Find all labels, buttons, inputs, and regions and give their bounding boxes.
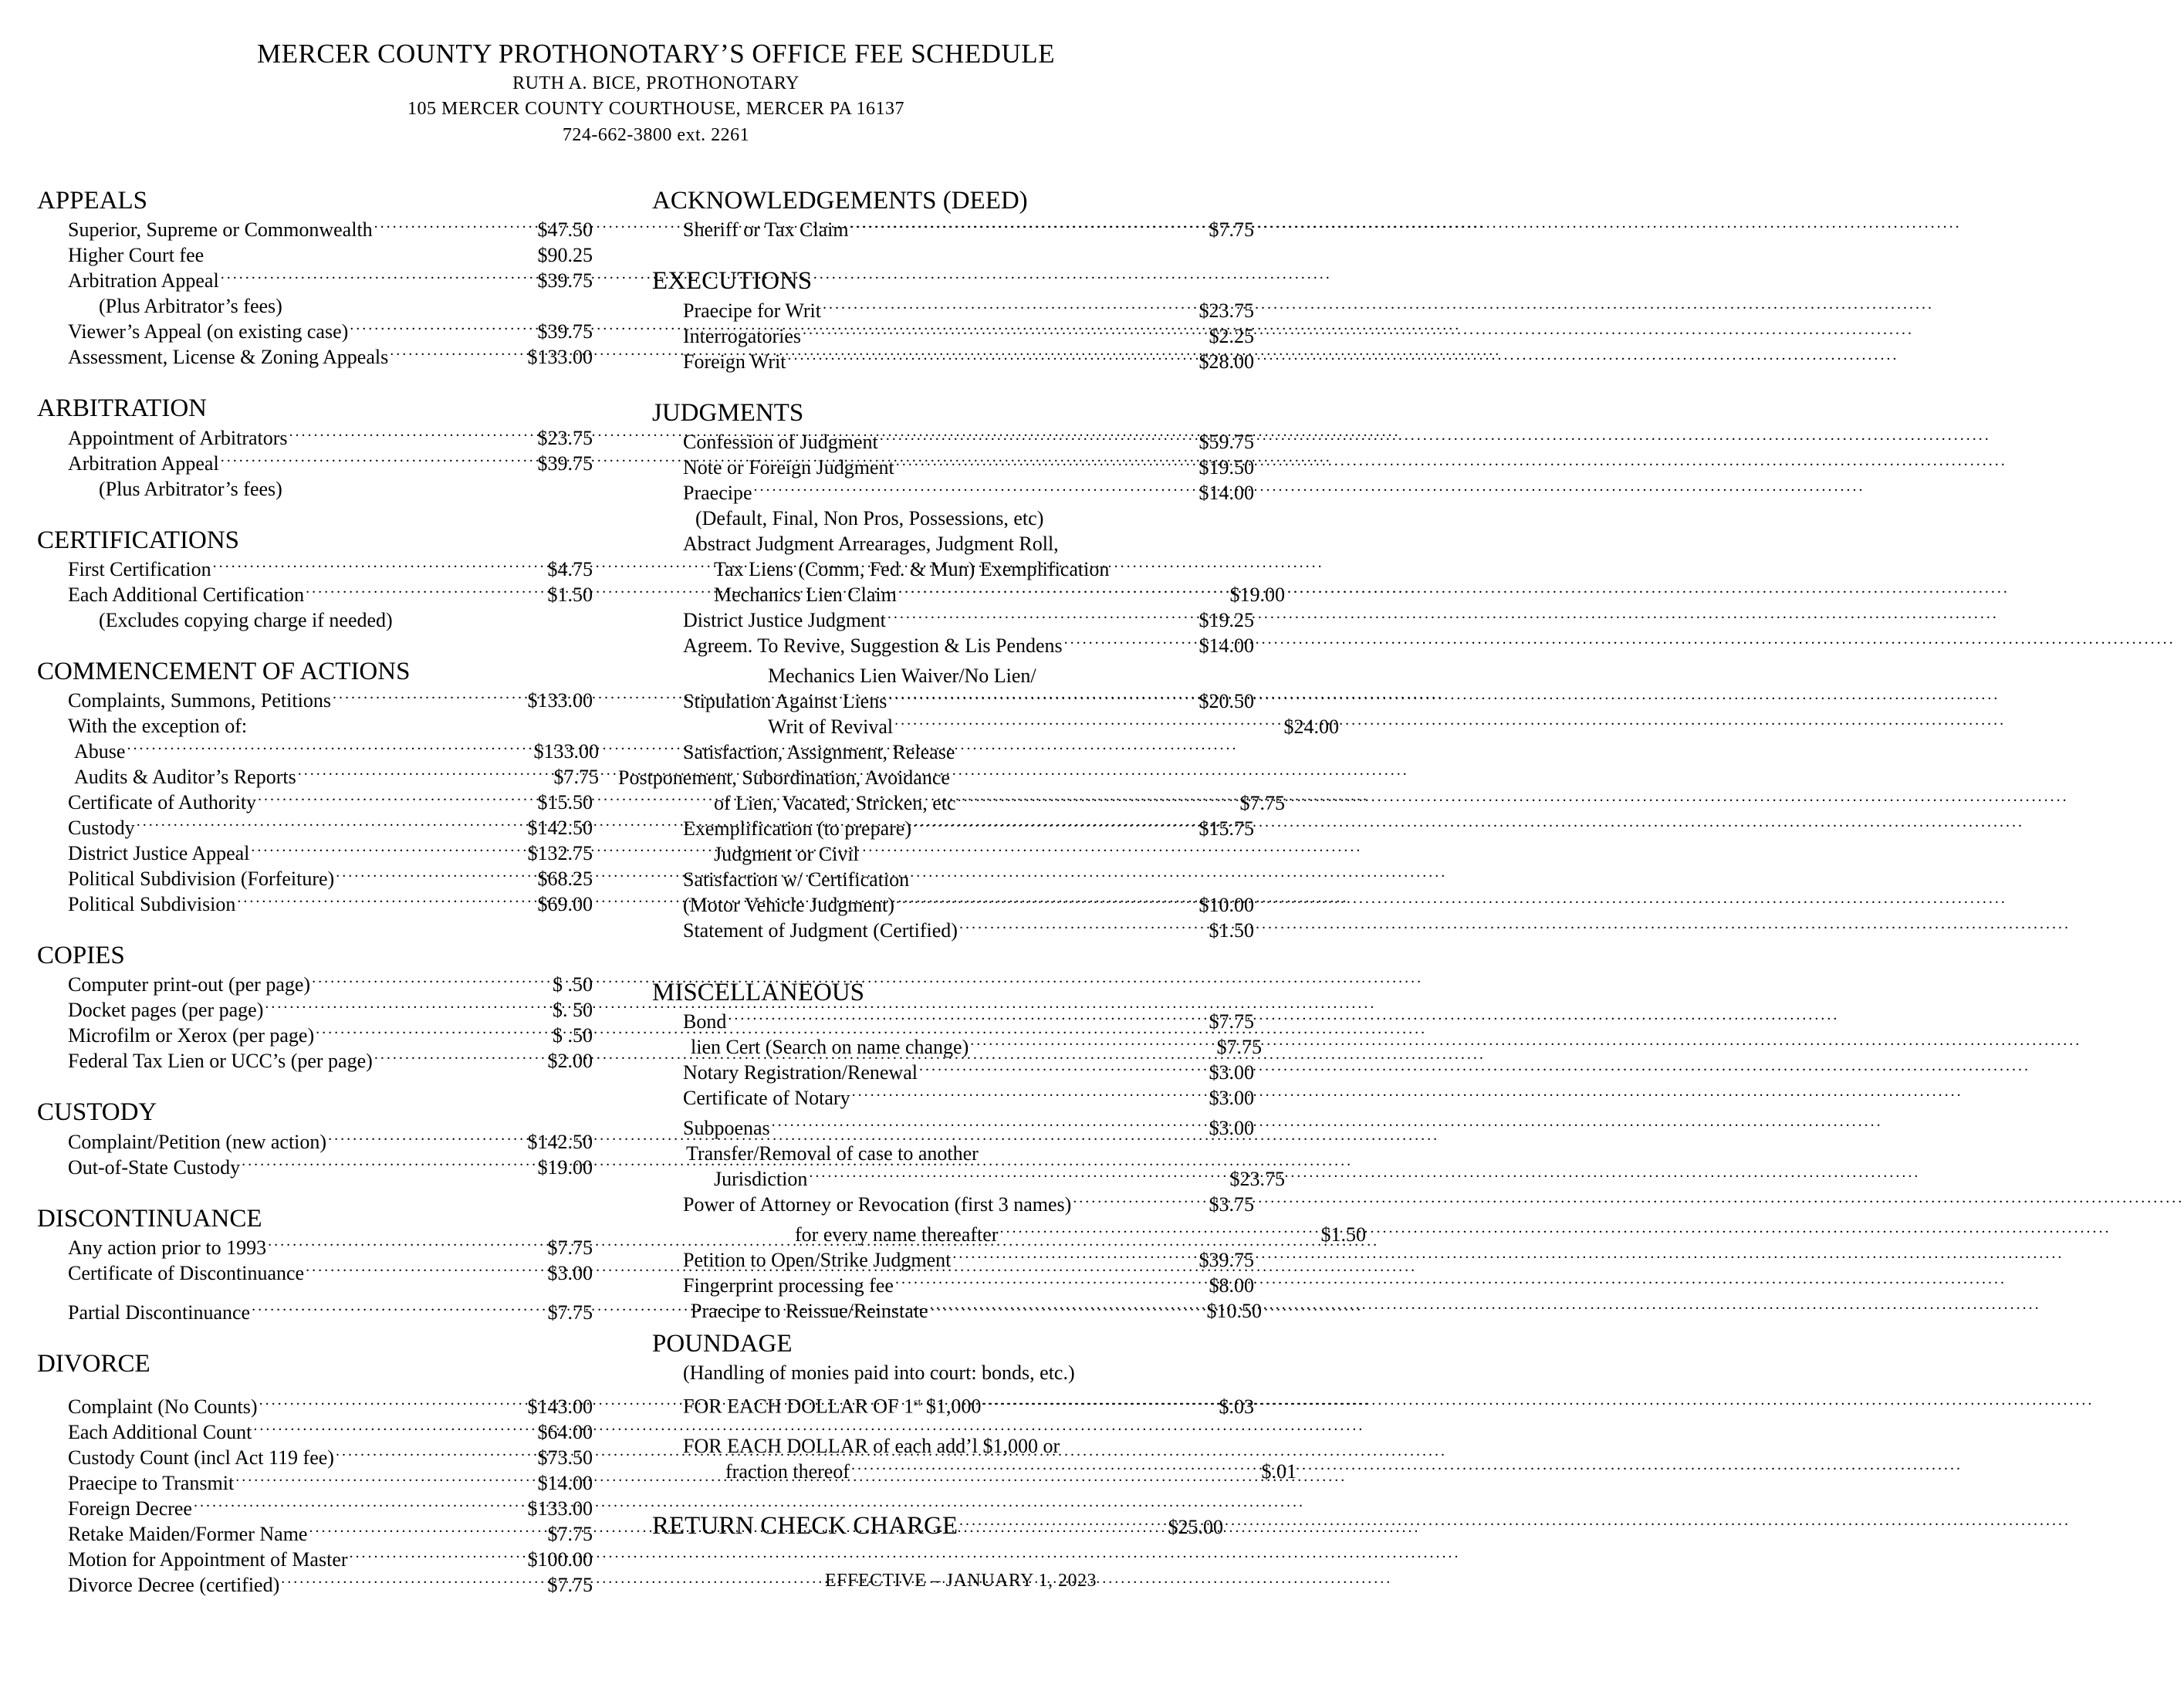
fee-row: Abuse ..... $133.00 xyxy=(37,739,599,764)
section-discontinuance-title: DISCONTINUANCE xyxy=(37,1204,262,1233)
section-poundage-title: POUNDAGE xyxy=(652,1330,793,1358)
fee-row: Praecipe to Reissue/Reinstate ..... $10.50 xyxy=(652,1298,1262,1324)
fee-note: (Plus Arbitrator’s fees) xyxy=(99,295,282,318)
fee-note: (Excludes copying charge if needed) xyxy=(99,608,393,631)
effective-date: EFFECTIVE – JANUARY 1, 2023 xyxy=(825,1570,1097,1591)
fee-note: (Handling of monies paid into court: bonds, etc.) xyxy=(683,1361,1075,1385)
fee-note: FOR EACH DOLLAR of each add’l $1,000 or xyxy=(683,1434,1060,1457)
section-certifications-title: CERTIFICATIONS xyxy=(37,526,240,554)
fee-row: Complaint (No Counts) ..... $143.00 xyxy=(37,1394,593,1419)
return-check-row: RETURN CHECK CHARGE ..... $25.00 xyxy=(652,1514,1223,1540)
fee-note: Abstract Judgment Arrearages, Judgment Roll, xyxy=(683,532,1059,555)
fee-row: Confession of Judgment ..... $59.75 xyxy=(652,429,1254,455)
fee-row: Political Subdivision ..... $69.00 xyxy=(37,891,593,917)
fee-row: Viewer’s Appeal (on existing case) ..... $39.75 xyxy=(37,319,593,344)
fee-row: Petition to Open/Strike Judgment ..... $39.75 xyxy=(652,1247,1254,1273)
section-divorce-title: DIVORCE xyxy=(37,1349,150,1378)
fee-note: Tax Liens (Comm, Fed. & Mun) Exemplification xyxy=(714,557,1110,580)
section-misc-title: MISCELLANEOUS xyxy=(652,978,865,1006)
fee-row: Computer print-out (per page) ..... $ .50 xyxy=(37,972,593,997)
fee-row: Each Additional Count ..... $64.00 xyxy=(37,1419,593,1445)
fee-row: fraction thereof ..... $.01 xyxy=(652,1459,1297,1484)
fee-row: Certificate of Notary ..... $3.00 xyxy=(652,1085,1254,1111)
fee-row: Any action prior to 1993 ..... $7.75 xyxy=(37,1235,593,1260)
fee-note: Mechanics Lien Waiver/No Lien/ xyxy=(768,664,1036,687)
fee-row: District Justice Appeal ..... $132.75 xyxy=(37,841,593,866)
section-arbitration-title: ARBITRATION xyxy=(37,394,207,423)
section-acknowledgements-title: ACKNOWLEDGEMENTS (DEED) xyxy=(652,187,1028,215)
fee-row: Foreign Decree ..... $133.00 xyxy=(37,1496,593,1521)
office-phone: 724-662-3800 ext. 2261 xyxy=(562,124,750,145)
fee-note: Judgment or Civil xyxy=(714,842,859,865)
fee-row: Docket pages (per page) ..... $. 50 xyxy=(37,997,593,1023)
section-custody-title: CUSTODY xyxy=(37,1098,157,1127)
fee-row: Political Subdivision (Forfeiture) ..... $68.25 xyxy=(37,866,593,891)
fee-row: Audits & Auditor’s Reports ..... $7.75 xyxy=(37,764,599,790)
section-commencement-title: COMMENCEMENT OF ACTIONS xyxy=(37,657,411,685)
fee-row: Arbitration Appeal ..... $39.75 xyxy=(37,268,593,293)
page-header xyxy=(0,37,1312,149)
left-column xyxy=(37,185,624,1598)
fee-note: (Default, Final, Non Pros, Possessions, etc) xyxy=(695,506,1044,529)
fee-row: Complaint/Petition (new action) ..... $142.50 xyxy=(37,1129,593,1155)
fee-note: Satisfaction w/ Certification xyxy=(683,868,910,891)
fee-row: Motion for Appointment of Master ..... $100.00 xyxy=(37,1547,593,1572)
fee-row: Microfilm or Xerox (per page) ..... $ .50 xyxy=(37,1023,593,1048)
fee-row: Sheriff or Tax Claim ..... $7.75 xyxy=(652,217,1254,242)
page-title: MERCER COUNTY PROTHONOTARY’S OFFICE FEE SCHEDULE xyxy=(256,39,1055,69)
fee-row: Complaints, Summons, Petitions ..... $133.00 xyxy=(37,688,593,713)
fee-row: Praecipe ..... $14.00 xyxy=(652,480,1254,506)
fee-row: Mechanics Lien Claim ..... $19.00 xyxy=(652,582,1285,607)
fee-row: Jurisdiction ..... $23.75 xyxy=(652,1166,1285,1192)
fee-row: (Motor Vehicle Judgment) ..... $10.00 xyxy=(652,892,1254,918)
fee-row: Higher Court fee $90.25 xyxy=(68,244,593,267)
fee-row: Partial Discontinuance ..... $7.75 xyxy=(37,1300,593,1325)
section-appeals-title: APPEALS xyxy=(37,187,148,215)
fee-row: Fingerprint processing fee ..... $8.00 xyxy=(652,1273,1254,1298)
right-column xyxy=(618,185,1366,1591)
fee-row: Divorce Decree (certified) ..... $7.75 xyxy=(37,1572,593,1598)
section-executions-title: EXECUTIONS xyxy=(652,267,813,296)
office-address: 105 MERCER COUNTY COURTHOUSE, MERCER PA 16137 xyxy=(407,99,905,120)
fee-row: Note or Foreign Judgment ..... $19.50 xyxy=(652,455,1254,480)
fee-row: Custody ..... $142.50 xyxy=(37,815,593,841)
fee-row: Each Additional Certification ..... $1.50 xyxy=(37,582,593,607)
fee-row: Power of Attorney or Revocation (first 3 names) ..... $3.75 xyxy=(652,1192,1254,1217)
fee-row: Bond ..... $7.75 xyxy=(652,1009,1254,1034)
fee-row: District Justice Judgment ..... $19.25 xyxy=(652,607,1254,633)
fee-row: Retake Maiden/Former Name ..... $7.75 xyxy=(37,1521,593,1547)
section-judgments-title: JUDGMENTS xyxy=(652,398,804,427)
fee-row: for every name thereafter ..... $1.50 xyxy=(652,1222,1366,1247)
fee-row: Out-of-State Custody ..... $19.00 xyxy=(37,1155,593,1180)
fee-row: Exemplification (to prepare) ..... $15.75 xyxy=(652,816,1254,841)
fee-row: Federal Tax Lien or UCC’s (per page) ..... $2.00 xyxy=(37,1048,593,1074)
fee-row: Interrogatories ..... $2.25 xyxy=(652,323,1254,349)
fee-note: (Plus Arbitrator’s fees) xyxy=(99,477,282,500)
fee-row: Notary Registration/Renewal ..... $3.00 xyxy=(652,1060,1254,1085)
fee-row: Certificate of Authority ..... $15.50 xyxy=(37,790,593,815)
fee-row: lien Cert (Search on name change) ..... $7.75 xyxy=(652,1034,1262,1060)
fee-row: Writ of Revival ..... $24.00 xyxy=(652,714,1339,739)
fee-row: Appointment of Arbitrators ..... $23.75 xyxy=(37,425,593,451)
fee-row: Praecipe to Transmit ..... $14.00 xyxy=(37,1470,593,1496)
fee-row: Custody Count (incl Act 119 fee) ..... $73.50 xyxy=(37,1445,593,1470)
fee-row: Stipulation Against Liens ..... $20.50 xyxy=(652,688,1254,714)
fee-row: of Lien, Vacated, Stricken, etc ..... $7.75 xyxy=(652,790,1285,816)
fee-note: Satisfaction, Assignment, Release xyxy=(683,740,955,763)
section-copies-title: COPIES xyxy=(37,942,125,969)
fee-row: Certificate of Discontinuance ..... $3.00 xyxy=(37,1260,593,1286)
fee-row: Subpoenas ..... $3.00 xyxy=(652,1115,1254,1141)
fee-note: Postponement, Subordination, Avoidance xyxy=(618,766,950,789)
fee-row: FOR EACH DOLLAR OF 1st $1,000 ..... $.03 xyxy=(652,1390,1254,1419)
fee-row: Praecipe for Writ ..... $23.75 xyxy=(652,298,1254,323)
prothonotary-name: RUTH A. BICE, PROTHONOTARY xyxy=(512,73,800,93)
fee-row: Assessment, License & Zoning Appeals ..... $133.00 xyxy=(37,344,593,370)
fee-row: Foreign Writ ..... $28.00 xyxy=(652,349,1254,374)
fee-note: With the exception of: xyxy=(68,715,248,737)
fee-row: Superior, Supreme or Commonwealth ..... $47.50 xyxy=(37,217,593,242)
fee-note: Transfer/Removal of case to another xyxy=(686,1142,979,1165)
fee-row: Agreem. To Revive, Suggestion & Lis Pendens ..... $14.00 xyxy=(652,633,1254,658)
fee-row: Statement of Judgment (Certified) ..... $1.50 xyxy=(652,918,1254,943)
fee-row: Arbitration Appeal ..... $39.75 xyxy=(37,451,593,476)
fee-row: First Certification ..... $4.75 xyxy=(37,556,593,582)
